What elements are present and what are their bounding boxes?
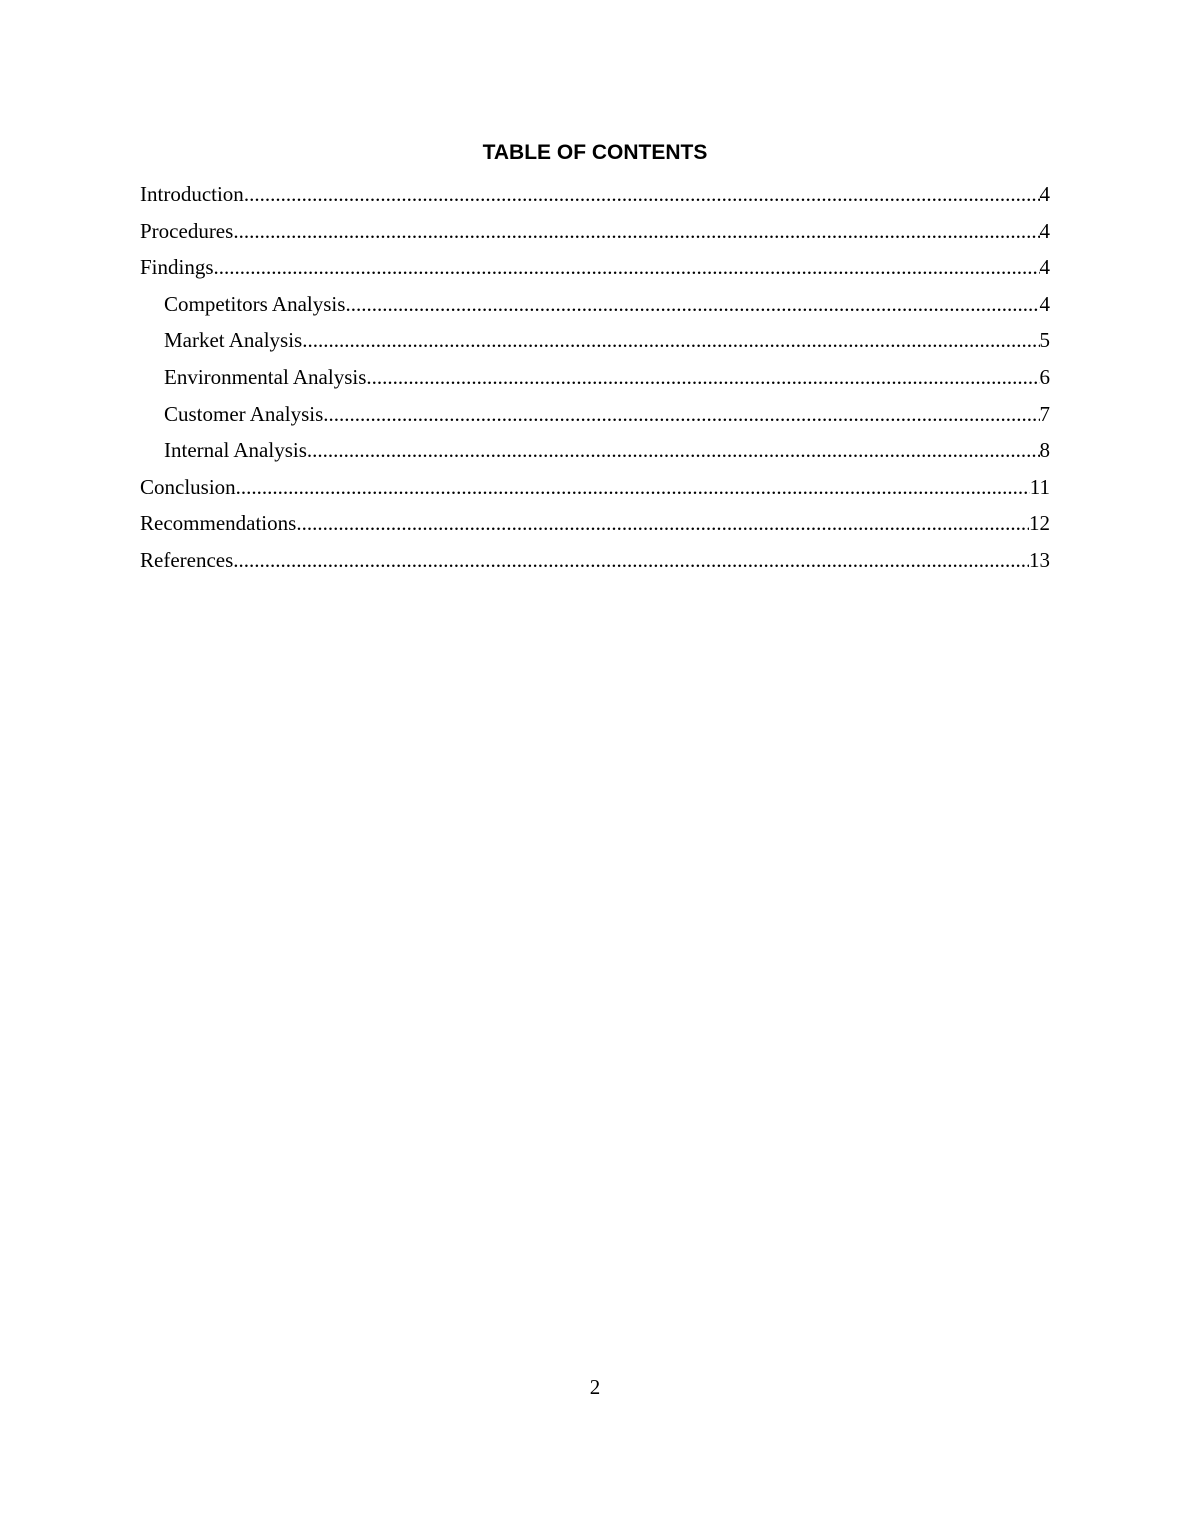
toc-entry-page: 7 xyxy=(1039,401,1050,426)
toc-entry-customer-analysis[interactable] xyxy=(140,396,1050,433)
toc-dot-leader xyxy=(214,249,1040,285)
toc-entry-page: 13 xyxy=(1029,547,1050,572)
toc-entry-page: 12 xyxy=(1029,511,1050,536)
toc-dot-leader xyxy=(366,359,1039,395)
toc-dot-leader xyxy=(307,432,1040,468)
toc-entry-page: 4 xyxy=(1039,182,1050,206)
toc-dot-leader xyxy=(345,286,1039,322)
toc-entry-references[interactable] xyxy=(140,542,1050,579)
toc-entry-label: Environmental Analysis xyxy=(164,364,367,389)
toc-entry-introduction[interactable] xyxy=(140,176,1050,213)
toc-entry-page: 4 xyxy=(1039,218,1050,243)
toc-entry-label: Conclusion xyxy=(140,474,236,499)
toc-entry-label: Market Analysis xyxy=(164,328,303,353)
toc-dot-leader xyxy=(236,469,1030,505)
toc-entry-page: 6 xyxy=(1039,364,1050,389)
toc-entry-page: 4 xyxy=(1039,255,1050,280)
toc-entry-recommendations[interactable] xyxy=(140,505,1050,542)
toc-entry-label: References xyxy=(140,547,234,572)
toc-entry-competitors-analysis[interactable] xyxy=(140,286,1050,323)
toc-dot-leader xyxy=(296,505,1029,541)
toc-entry-label: Findings xyxy=(140,255,214,280)
toc-entry-market-analysis[interactable] xyxy=(140,322,1050,359)
toc-entry-label: Introduction xyxy=(140,182,244,206)
toc-dot-leader xyxy=(233,213,1039,249)
toc-entry-page: 11 xyxy=(1029,474,1050,499)
toc-entry-label: Customer Analysis xyxy=(164,401,324,426)
toc-entry-label: Procedures xyxy=(140,218,234,243)
toc-entry-page: 8 xyxy=(1039,438,1050,463)
toc-entry-findings[interactable] xyxy=(140,249,1050,286)
toc-dot-leader xyxy=(323,396,1039,432)
toc-entry-label: Recommendations xyxy=(140,511,297,536)
toc-entry-label: Competitors Analysis xyxy=(164,291,346,316)
toc-entry-conclusion[interactable] xyxy=(140,469,1050,506)
toc-entry-internal-analysis[interactable] xyxy=(140,432,1050,469)
toc-dot-leader xyxy=(302,322,1039,358)
toc-entry-page: 4 xyxy=(1039,291,1050,316)
toc-entry-environmental-analysis[interactable] xyxy=(140,359,1050,396)
page-number: 2 xyxy=(589,1375,601,1399)
toc-entry-page: 5 xyxy=(1039,328,1050,353)
toc-list xyxy=(140,176,1050,579)
toc-entry-procedures[interactable] xyxy=(140,213,1050,250)
toc-entry-label: Internal Analysis xyxy=(164,438,307,463)
toc-dot-leader xyxy=(244,176,1040,212)
toc-title: TABLE OF CONTENTS xyxy=(482,141,708,164)
toc-dot-leader xyxy=(233,542,1029,578)
